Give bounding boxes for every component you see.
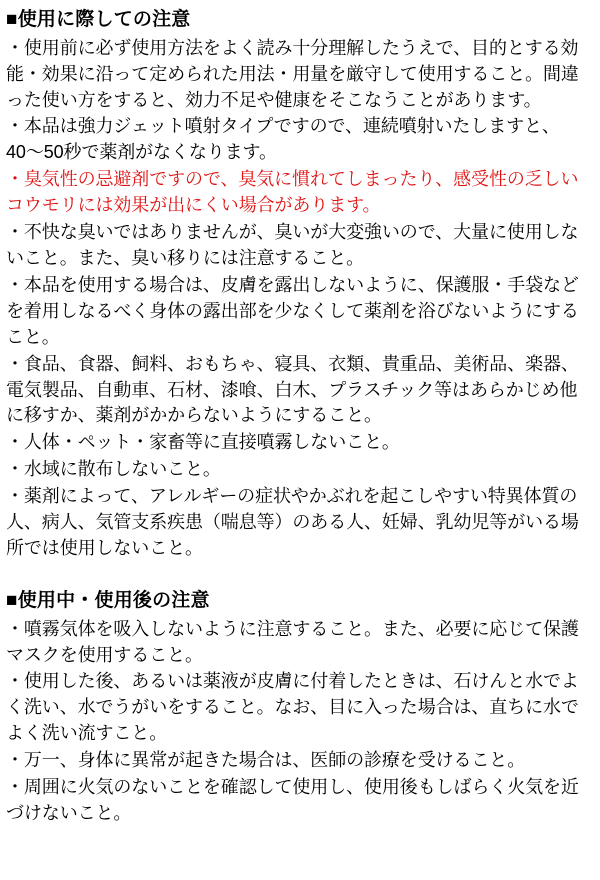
square-marker-icon: ■: [6, 589, 18, 611]
bullet-icon: ・: [6, 671, 24, 692]
bullet-icon: ・: [6, 169, 24, 190]
note-text: 食品、食器、飼料、おもちゃ、寝具、衣類、貴重品、美術品、楽器、電気製品、自動車、石材、漆喰、白木、プラスチック等はあらかじめ他に移すか、薬剤がかからないようにすること。: [6, 353, 579, 426]
note-text: 万一、身体に異常が起きた場合は、医師の診療を受けること。: [23, 750, 526, 771]
bullet-icon: ・: [6, 37, 24, 58]
section-heading-before-use: [6, 8, 594, 32]
note-text: 不快な臭いではありませんが、臭いが大変強いので、大量に使用しないこと。また、臭い移りには注意すること。: [6, 222, 579, 268]
note-item: [6, 748, 594, 774]
bullet-icon: ・: [6, 750, 24, 771]
note-text: 水域に散布しないこと。: [23, 459, 221, 480]
note-text: 本品は強力ジェット噴射タイプですので、連続噴射いたしますと、40〜50秒で薬剤がなくなります。: [6, 116, 560, 163]
section-heading-during-after-use: [6, 589, 594, 613]
note-item: [6, 114, 594, 166]
note-item: [6, 457, 594, 483]
bullet-icon: ・: [6, 222, 24, 243]
bullet-icon: ・: [6, 618, 24, 639]
bullet-icon: ・: [6, 486, 24, 507]
note-item: [6, 617, 594, 669]
note-item: [6, 273, 594, 351]
section-heading-text: 使用に際しての注意: [17, 9, 191, 30]
bullet-icon: ・: [6, 432, 24, 453]
square-marker-icon: ■: [6, 9, 18, 30]
note-text: 臭気性の忌避剤ですので、臭気に慣れてしまったり、感受性の乏しいコウモリには効果が出にくい場合があります。: [6, 169, 579, 216]
note-item: [6, 669, 594, 747]
note-text: 噴霧気体を吸入しないように注意すること。また、必要に応じて保護マスクを使用すること。: [6, 618, 579, 665]
note-item: [6, 352, 594, 430]
note-text: 使用前に必ず使用方法をよく読み十分理解したうえで、目的とする効能・効果に沿って定められた用法・用量を厳守して使用すること。間違った使い方をすると、効力不足や健康をそこなうことがあります。: [6, 37, 579, 110]
section-divider-space: [6, 563, 594, 589]
note-text: 本品を使用する場合は、皮膚を露出しないように、保護服・手袋などを着用しなるべく身体の露出部を少なくして薬剤を浴びないようにすること。: [6, 274, 579, 347]
bullet-icon: ・: [6, 116, 24, 137]
note-item: [6, 36, 594, 114]
note-text: 薬剤によって、アレルギーの症状やかぶれを起こしやすい特異体質の人、病人、気管支系疾患（喘息等）のある人、妊婦、乳幼児等がいる場所では使用しないこと。: [6, 486, 579, 558]
bullet-icon: ・: [6, 777, 24, 798]
note-text: 使用した後、あるいは薬液が皮膚に付着したときは、石けんと水でよく洗い、水でうがいをすること。なお、目に入った場合は、直ちに水でよく洗い流すこと。: [6, 671, 579, 744]
section-heading-text: 使用中・使用後の注意: [17, 589, 210, 611]
note-item: [6, 484, 594, 562]
bullet-icon: ・: [6, 274, 24, 295]
bullet-icon: ・: [6, 353, 24, 374]
bullet-icon: ・: [6, 459, 24, 480]
note-text: 周囲に火気のないことを確認して使用し、使用後もしばらく火気を近づけないこと。: [6, 777, 579, 823]
note-item: [6, 430, 594, 456]
section-before-use: [6, 8, 594, 562]
section-during-after-use: [6, 589, 594, 827]
note-text: 人体・ペット・家畜等に直接噴霧しないこと。: [23, 432, 400, 453]
note-item: [6, 775, 594, 827]
note-item-highlighted: [6, 167, 594, 219]
note-item: [6, 220, 594, 272]
